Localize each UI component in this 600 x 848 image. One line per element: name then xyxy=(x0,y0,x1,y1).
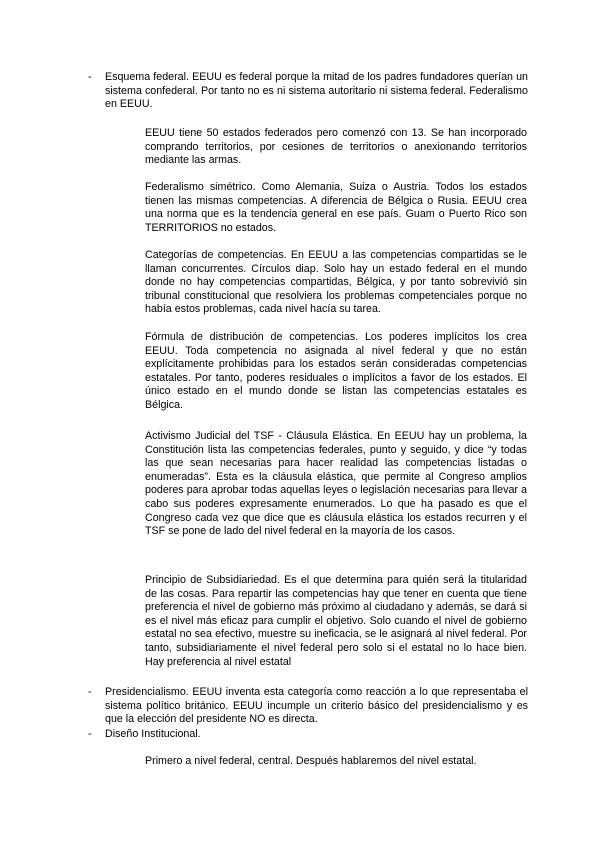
bullet-text: Esquema federal. EEUU es federal porque la mitad de los padres fundadores querían un sistema confederal. Por tanto no es ni sistema autoritario ni sistema federal. Federalismo en EEUU. xyxy=(105,71,528,111)
bullet-dash: - xyxy=(88,728,92,740)
bullet-text: Presidencialismo. EEUU inventa esta categoría como reacción a lo que representaba el sistema político británico. EEUU incumple un criterio básico del presidencialismo y es que la elección del presidente NO es directa. xyxy=(105,686,528,726)
bullet-dash: - xyxy=(88,71,92,83)
paragraph-categorias-competencias: Categorías de competencias. En EEUU a las competencias compartidas se le llaman concurrentes. Círculos diap. Solo hay un estado federal en el mundo donde no hay competencias compartidas, Bélgica, y por tanto sobrevivió sin tribunal constitucional que resolviera los problemas competenciales porque no había estos problemas, cada nivel hacía su tarea. xyxy=(145,249,527,316)
bullet-esquema-federal xyxy=(88,71,528,112)
paragraph-principio-subsidiariedad: Principio de Subsidiariedad. Es el que determina para quién será la titularidad de las cosas. Para repartir las competencias hay que tener en cuenta que tiene preferencia el nivel de gobierno más próximo al ciudadano y además, se dará si es el nivel más eficaz para cumplir el objetivo. Solo cuando el nivel de gobierno estatal no sea efectivo, muestre su ineficacia, se le asignará al nivel federal. Por tanto, subsidiariamente el nivel federal pero solo si el estatal no lo hace bien. Hay preferencia al nivel estatal xyxy=(145,574,527,668)
paragraph-estados-federados: EEUU tiene 50 estados federados pero comenzó con 13. Se han incorporado comprando territorios, por cesiones de territorios o anexionando territorios mediante las armas. xyxy=(145,127,527,167)
bullet-dash: - xyxy=(88,686,92,698)
paragraph-formula-distribucion: Fórmula de distribución de competencias. Los poderes implícitos los crea EEUU. Toda competencia no asignada al nivel federal y que no están explícitamente prohibidas para los estados serán consideradas competencias estatales. Por tanto, poderes residuales o implícitos a favor de los estados. El único estado en el mundo donde se listan las competencias estatales es Bélgica. xyxy=(145,331,527,411)
bullet-diseno-institucional xyxy=(88,728,528,742)
paragraph-activismo-judicial: Activismo Judicial del TSF - Cláusula Elástica. En EEUU hay un problema, la Constitución lista las competencias federales, punto y seguido, y dice “y todas las que sean necesarias para hacer realidad las competencias listadas o enumeradas”. Esta es la cláusula elástica, que permite al Congreso amplios poderes para aprobar todas aquellas leyes o legislación necesarias para llevar a cabo sus poderes expresamente enumerados. Lo que ha pasado es que el Congreso cada vez que dice que es cláusula elástica los estados recurren y el TSF se pone de lado del nivel federal en la mayoría de los casos. xyxy=(145,430,527,538)
paragraph-federalismo-simetrico: Federalismo simétrico. Como Alemania, Suiza o Austria. Todos los estados tienen las mismas competencias. A diferencia de Bélgica o Rusia. EEUU crea una norma que es la tendencia general en ese país. Guam o Puerto Rico son TERRITORIOS no estados. xyxy=(145,181,527,234)
paragraph-primero-nivel-federal: Primero a nivel federal, central. Después hablaremos del nivel estatal. xyxy=(145,755,477,767)
bullet-text: Diseño Institucional. xyxy=(105,728,201,740)
bullet-presidencialismo xyxy=(88,686,528,727)
